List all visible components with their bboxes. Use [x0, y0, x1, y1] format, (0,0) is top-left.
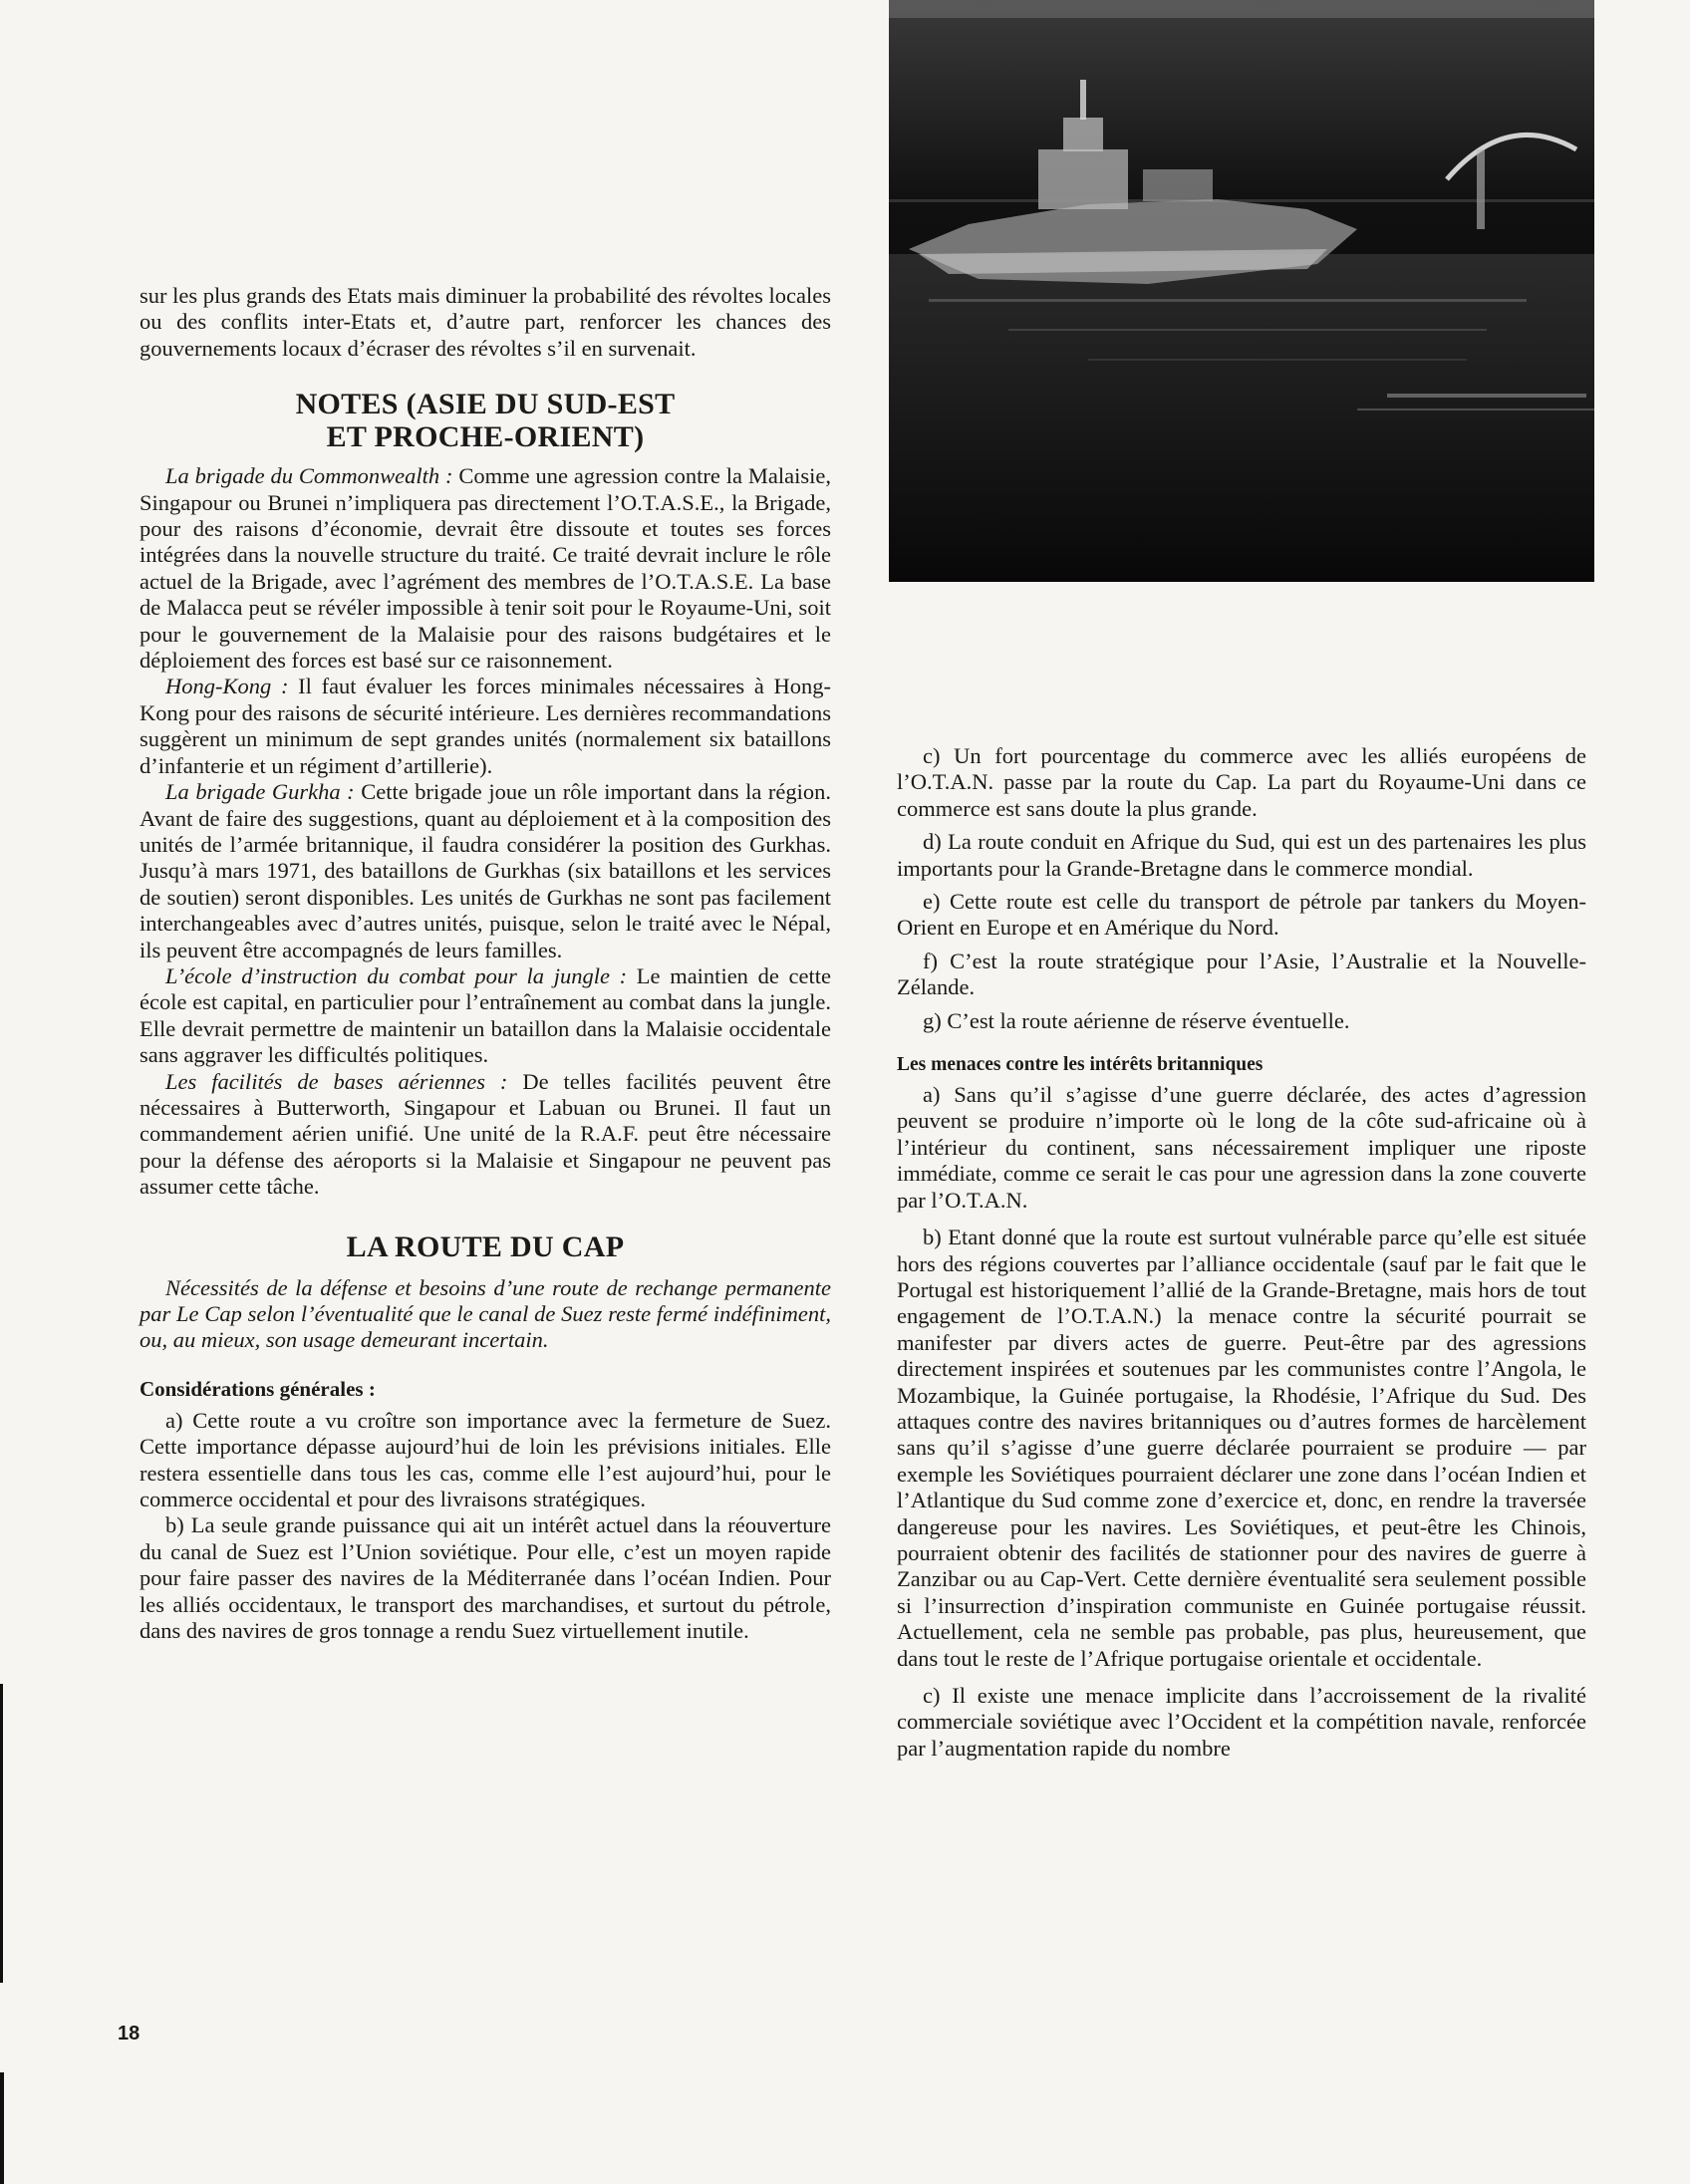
note-term: La brigade du Commonwealth : [165, 463, 453, 489]
scan-edge-mark [0, 1684, 3, 1983]
threat-paragraph: c) Il existe une menace implicite dans l’accroissement de la rivalité commerciale soviétique avec l’Occident et la compétition navale, renforcée par l’augmentation rapide du nombre [897, 1683, 1586, 1761]
left-column [140, 283, 831, 1644]
page-number: 18 [118, 2023, 141, 2045]
heading-line-2: ET PROCHE-ORIENT) [326, 420, 645, 454]
note-term: La brigade Gurkha : [165, 779, 355, 805]
threat-paragraph: b) Etant donné que la route est surtout vulnérable parce qu’elle est située hors des régions couvertes par l’alliance occidentale (sauf par le fait que le Portugal est historiquement l’allié de la Grande-Bretagne, mais hors de tout engagement de l’O.T.A.N.) la menace contre la sécurité pourrait se manifester par divers actes de guerre. Peut-être par des agressions directement inspirées et soutenues par les communistes contre l’Angola, le Mozambique, la Guinée portugaise, la Rhodésie, l’Afrique du Sud. Des attaques contre des navires britanniques ou d’autres formes de harcèlement sans qu’il s’agisse d’une guerre déclarée pourraient se produire — par exemple les Soviétiques pourraient déclarer une zone dans l’océan Indien et l’Atlantique du Sud comme zone d’exercice et, donc, en rendre la traversée dangereuse pour les navires. Les Soviétiques, et peut-être les Chinois, pourraient obtenir des facilités de stationner pour des navires de guerre à Zanzibar ou au Cap-Vert. Cette dernière éventualité sera seulement possible si l’insurrection d’inspiration communiste en Guinée portugaise réussit. Actuellement, cela ne semble pas probable, pas plus, heureusement, que dans tout le reste de l’Afrique portugaise orientale et occidentale. [897, 1225, 1586, 1671]
point-paragraph: a) Cette route a vu croître son importance avec la fermeture de Suez. Cette importance dépasse aujourd’hui de loin les prévisions initiales. Elle restera essentielle dans tous les cas, comme elle l’est aujourd’hui, pour le commerce occidental et pour des livraisons stratégiques. [140, 1407, 831, 1512]
subheading-threats: Les menaces contre les intérêts britanniques [897, 1054, 1264, 1076]
point-paragraph: e) Cette route est celle du transport de pétrole par tankers du Moyen-Orient en Europe et en Amérique du Nord. [897, 889, 1586, 941]
point-paragraph: g) C’est la route aérienne de réserve éventuelle. [923, 1007, 1350, 1033]
intro-paragraph: sur les plus grands des Etats mais diminuer la probabilité des révoltes locales ou des conflits inter-Etats et, d’autre part, renforcer les chances des gouvernements locaux d’écraser des révoltes s’il en survenait. [140, 283, 831, 361]
lead-paragraph: Nécessités de la défense et besoins d’une route de rechange permanente par Le Cap selon l’éventualité que le canal de Suez reste fermé indéfiniment, ou, au mieux, son usage demeurant incertain. [140, 1274, 831, 1353]
point-paragraph: f) C’est la route stratégique pour l’Asie, l’Australie et la Nouvelle-Zélande. [897, 948, 1586, 1000]
section-heading-notes [140, 388, 831, 453]
point-paragraph: c) Un fort pourcentage du commerce avec les alliés européens de l’O.T.A.N. passe par la route du Cap. La part du Royaume-Uni dans ce commerce est sans doute la plus grande. [897, 743, 1586, 821]
threat-paragraph: a) Sans qu’il s’agisse d’une guerre déclarée, des actes d’agression peuvent se produire n’importe où le long de la côte sud-africaine où à l’intérieur du continent, sans nécessairement impliquer une riposte immédiate, comme ce serait le cas pour une agression dans la zone couverte par l’O.T.A.N. [897, 1082, 1586, 1213]
note-text: Il faut évaluer les forces minimales nécessaires à Hong-Kong pour des raisons de sécurité intérieure. Les dernières recommandations suggèrent un minimum de sept grandes unités (normalement six bataillons d’infanterie et un régiment d’artillerie). [140, 674, 831, 778]
subheading-general: Considérations générales : [140, 1376, 376, 1401]
note-text: Le maintien de cette école est capital, en particulier pour l’entraînement au combat dans la jungle. Elle devrait permettre de maintenir un bataillon dans la Malaisie occidentale sans aggraver les difficultés politiques. [140, 962, 831, 1068]
note-paragraph [140, 674, 831, 779]
note-text: Comme une agression contre la Malaisie, Singapour ou Brunei n’impliquera pas directement l’O.T.A.S.E., la Brigade, pour des raisons d’économie, devrait être dissoute et toutes ses forces intégrées dans la nouvelle structure du traité. Ce traité devrait inclure le rôle actuel de la Brigade, avec l’agrément des membres de l’O.T.A.S.E. La base de Malacca peut se révéler impossible à tenir soit pour le Royaume-Uni, soit pour le gouvernement de la Malaisie pour des raisons budgétaires et le déploiement des forces est basé sur ce raisonnement. [140, 463, 831, 674]
ship-photo-image [889, 0, 1594, 582]
section-heading-route: LA ROUTE DU CAP [346, 1229, 625, 1263]
note-term: Les facilités de bases aériennes : [165, 1068, 508, 1094]
scan-edge-mark [0, 2072, 4, 2184]
note-text: De telles facilités peuvent être nécessaires à Butterworth, Singapour et Labuan ou Brunei. Il faut un commandement aérien unifié. Une unité de la R.A.F. peut être nécessaire pour la défense des aéroports si la Malaisie et Singapour ne peuvent pas assumer cette tâche. [140, 1068, 831, 1200]
right-column [897, 743, 1586, 1762]
ship-photo [889, 0, 1594, 582]
note-paragraph [140, 1069, 831, 1201]
note-paragraph [140, 963, 831, 1069]
note-paragraph [140, 779, 831, 963]
heading-line-1: NOTES (ASIE DU SUD-EST [295, 388, 676, 421]
note-paragraph [140, 463, 831, 674]
note-term: Hong-Kong : [165, 674, 289, 699]
note-term: L’école d’instruction du combat pour la jungle : [165, 962, 628, 988]
point-paragraph: b) La seule grande puissance qui ait un intérêt actuel dans la réouverture du canal de Suez est l’Union soviétique. Pour elle, c’est un moyen rapide pour faire passer des navires de la Méditerranée dans l’océan Indien. Pour les alliés occidentaux, le transport des marchandises, et surtout du pétrole, dans des navires de gros tonnage a rendu Suez virtuellement inutile. [140, 1512, 831, 1644]
point-paragraph: d) La route conduit en Afrique du Sud, qui est un des partenaires les plus importants pour la Grande-Bretagne dans le commerce mondial. [897, 829, 1586, 881]
note-text: Cette brigade joue un rôle important dans la région. Avant de faire des suggestions, quant au déploiement et à la composition des unités de l’armée britannique, il faudra considérer la position des Gurkhas. Jusqu’à mars 1971, des bataillons de Gurkhas (six bataillons et les services de soutien) seront disponibles. Les unités de Gurkhas ne sont pas facilement interchangeables avec d’autres unités, puisque, selon le traité avec le Népal, ils peuvent être accompagnés de leurs familles. [140, 779, 831, 962]
